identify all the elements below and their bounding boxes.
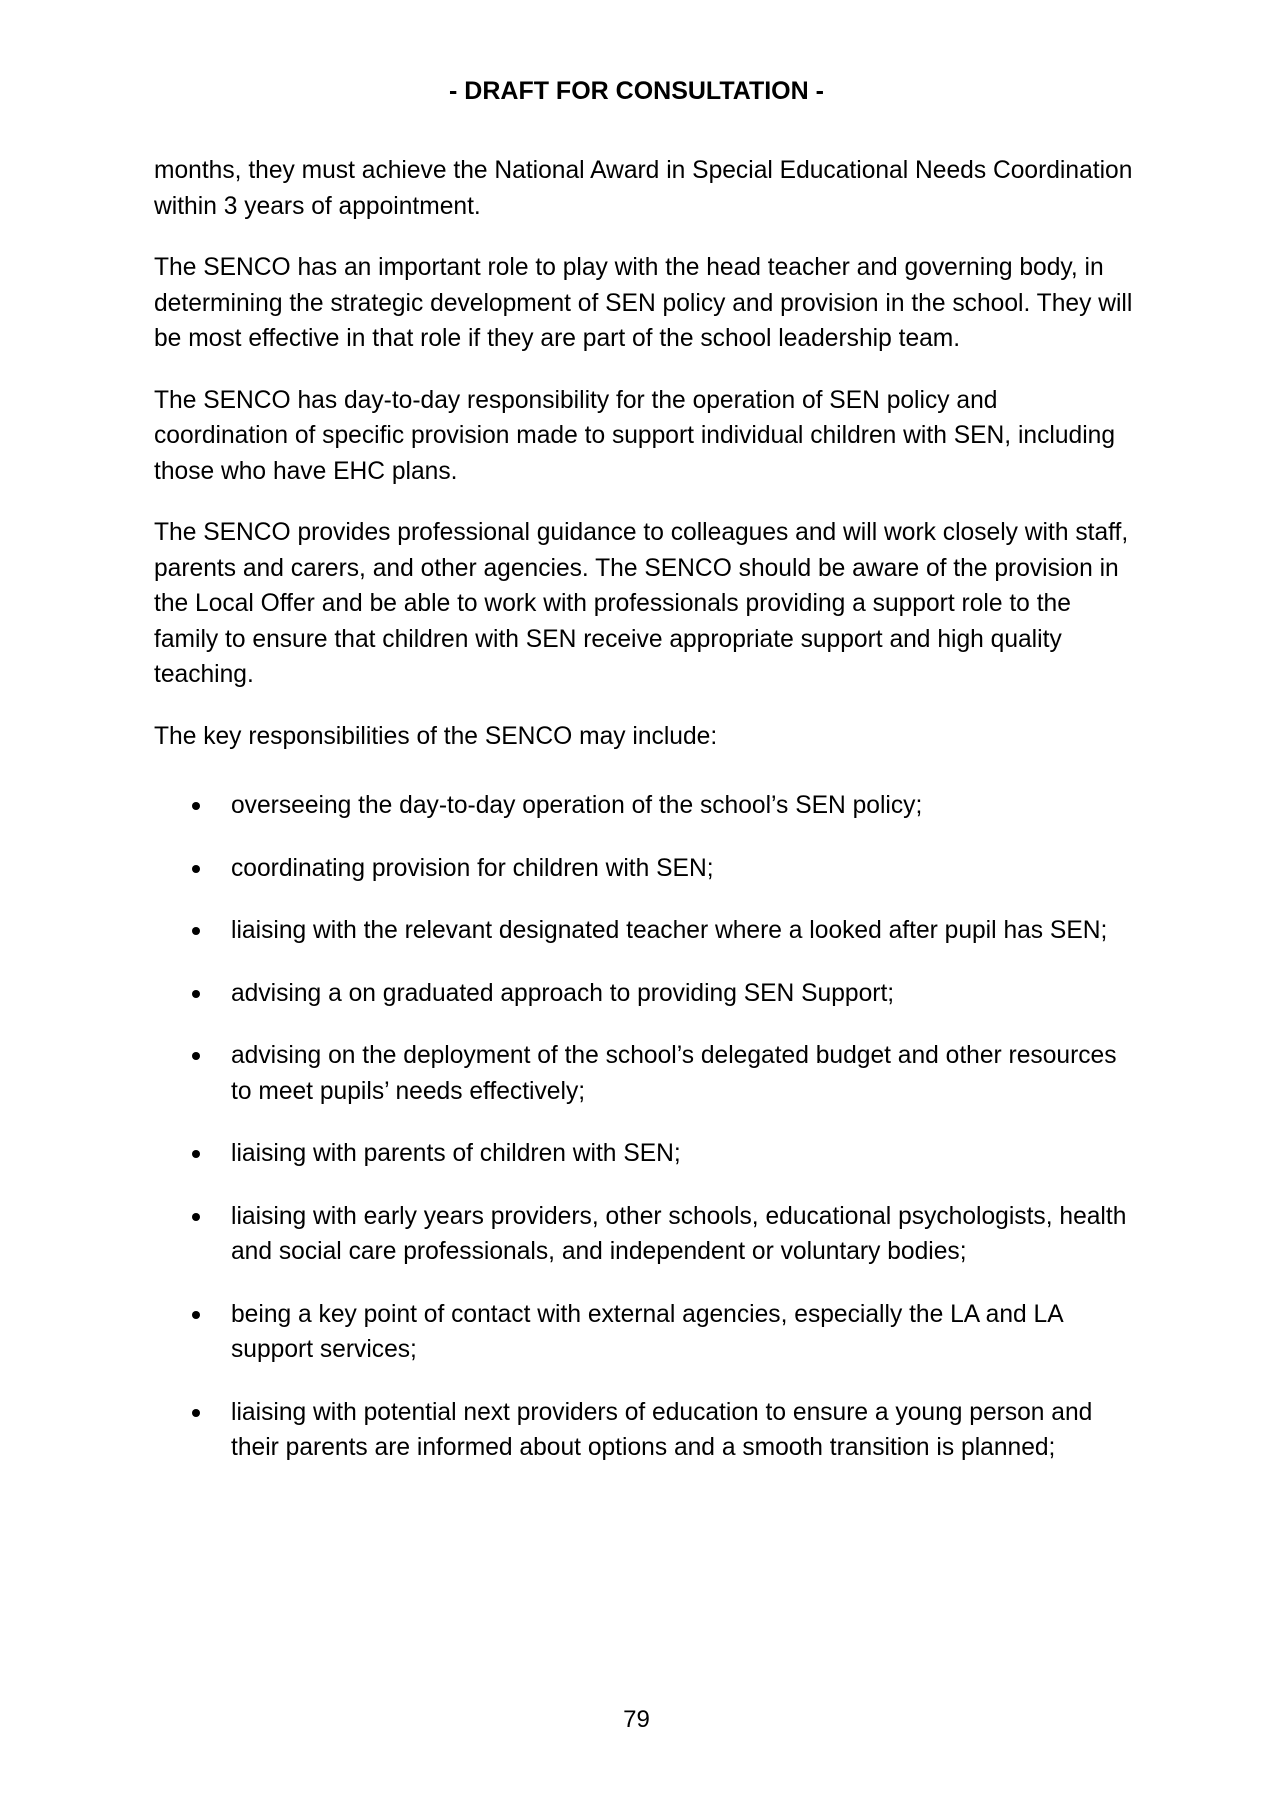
paragraph-appointment: months, they must achieve the National Award in Special Educational Needs Coordination within 3 years of appointment. <box>154 157 1140 220</box>
page-body <box>154 153 1140 1493</box>
paragraph-key-responsibilities-intro: The key responsibilities of the SENCO may include: <box>154 722 718 750</box>
list-item-text: liaising with early years providers, other schools, educational psychologists, health and social care professionals, and independent or voluntary bodies; <box>231 1202 1127 1265</box>
responsibilities-list <box>154 788 1134 1466</box>
bullet-icon <box>192 990 200 998</box>
list-item-text: advising a on graduated approach to providing SEN Support; <box>231 979 895 1007</box>
list-item-text: liaising with potential next providers of education to ensure a young person and their parents are informed about options and a smooth transition is planned; <box>231 1398 1093 1461</box>
list-item-text: liaising with parents of children with SEN; <box>231 1140 681 1167</box>
list-item <box>154 851 1134 887</box>
paragraph-daily-responsibility: The SENCO has day-to-day responsibility for the operation of SEN policy and coordination of specific provision made to support individual children with SEN, including those who have EHC plans. <box>154 386 1136 485</box>
bullet-icon <box>192 865 200 873</box>
bullet-icon <box>192 1311 200 1319</box>
list-item <box>154 1038 1134 1109</box>
list-item-text: overseeing the day-to-day operation of the school’s SEN policy; <box>231 792 923 819</box>
list-item <box>154 788 1134 824</box>
list-item-text: being a key point of contact with external agencies, especially the LA and LA support services; <box>231 1300 1063 1363</box>
bullet-icon <box>192 1052 200 1060</box>
bullet-icon <box>192 1409 200 1417</box>
list-item-text: advising on the deployment of the school’s delegated budget and other resources to meet pupils’ needs effectively; <box>231 1042 1117 1105</box>
list-item <box>154 1297 1134 1368</box>
list-item <box>154 913 1134 949</box>
page-number: 79 <box>623 1706 650 1733</box>
page-header: - DRAFT FOR CONSULTATION - <box>449 77 824 105</box>
list-item-text: liaising with the relevant designated teacher where a looked after pupil has SEN; <box>231 917 1108 944</box>
bullet-icon <box>192 927 200 935</box>
list-item <box>154 1395 1134 1466</box>
list-item <box>154 1136 1134 1172</box>
list-item <box>154 1199 1134 1270</box>
paragraph-professional-guidance: The SENCO provides professional guidance to colleagues and will work closely with staff, parents and carers, and other agencies. The SENCO should be aware of the provision in the Local Offer and be able to work with professionals providing a support role to the family to ensure that children with SEN receive appropriate support and high quality teaching. <box>154 519 1136 688</box>
bullet-icon <box>192 1150 200 1158</box>
bullet-icon <box>192 1213 200 1221</box>
paragraph-strategic-role: The SENCO has an important role to play with the head teacher and governing body, in determining the strategic development of SEN policy and provision in the school. They will be most effective in that role if they are part of the school leadership team. <box>154 254 1140 352</box>
bullet-icon <box>192 802 200 810</box>
list-item <box>154 976 1134 1012</box>
list-item-text: coordinating provision for children with SEN; <box>231 854 714 882</box>
